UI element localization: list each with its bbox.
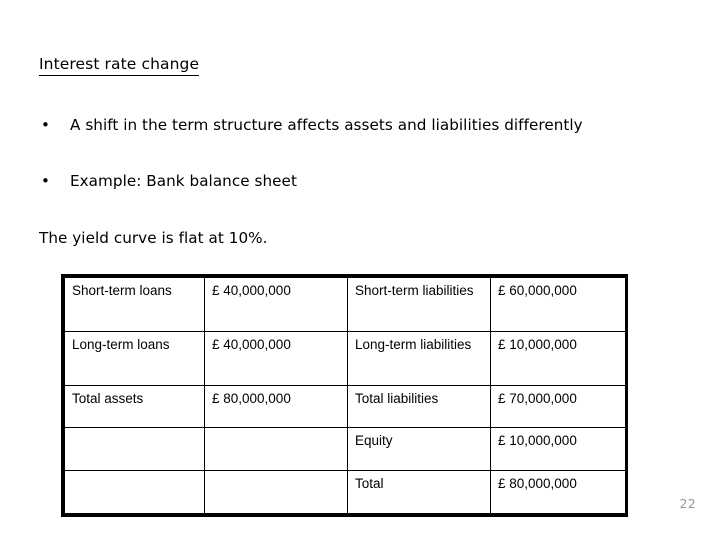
page-title: Interest rate change: [39, 55, 199, 76]
asset-label-cell: Short-term loans: [65, 278, 205, 332]
liability-label-cell: Short-term liabilities: [348, 278, 491, 332]
asset-value-cell: £ 80,000,000: [205, 386, 348, 428]
asset-value-cell-empty: [205, 471, 348, 514]
bullet-item-2: [39, 171, 297, 191]
bullet-marker-icon: •: [41, 116, 50, 134]
liability-value-cell: £ 80,000,000: [491, 471, 626, 514]
bullet-item-2-label: Example: Bank balance sheet: [70, 172, 297, 190]
liability-value-cell: £ 60,000,000: [491, 278, 626, 332]
liability-label-cell: Equity: [348, 428, 491, 471]
liability-label-cell: Total: [348, 471, 491, 514]
page-number: 22: [679, 496, 696, 511]
bullet-item-1: [39, 115, 583, 135]
liability-value-cell: £ 70,000,000: [491, 386, 626, 428]
liability-value-cell: £ 10,000,000: [491, 428, 626, 471]
asset-label-cell: Total assets: [65, 386, 205, 428]
balance-sheet-table-container: [61, 274, 628, 517]
balance-sheet-table: [64, 277, 626, 514]
liability-value-cell: £ 10,000,000: [491, 332, 626, 386]
asset-value-cell: £ 40,000,000: [205, 332, 348, 386]
table-row: [65, 386, 626, 428]
asset-label-cell-empty: [65, 428, 205, 471]
table-row: [65, 332, 626, 386]
asset-value-cell: £ 40,000,000: [205, 278, 348, 332]
table-row: [65, 278, 626, 332]
bullet-marker-icon: •: [41, 172, 50, 190]
table-row: [65, 471, 626, 514]
yield-curve-statement: The yield curve is flat at 10%.: [39, 229, 268, 247]
asset-value-cell-empty: [205, 428, 348, 471]
asset-label-cell: Long-term loans: [65, 332, 205, 386]
liability-label-cell: Long-term liabilities: [348, 332, 491, 386]
table-row: [65, 428, 626, 471]
bullet-item-1-label: A shift in the term structure affects assets and liabilities differently: [70, 116, 583, 134]
liability-label-cell: Total liabilities: [348, 386, 491, 428]
asset-label-cell-empty: [65, 471, 205, 514]
